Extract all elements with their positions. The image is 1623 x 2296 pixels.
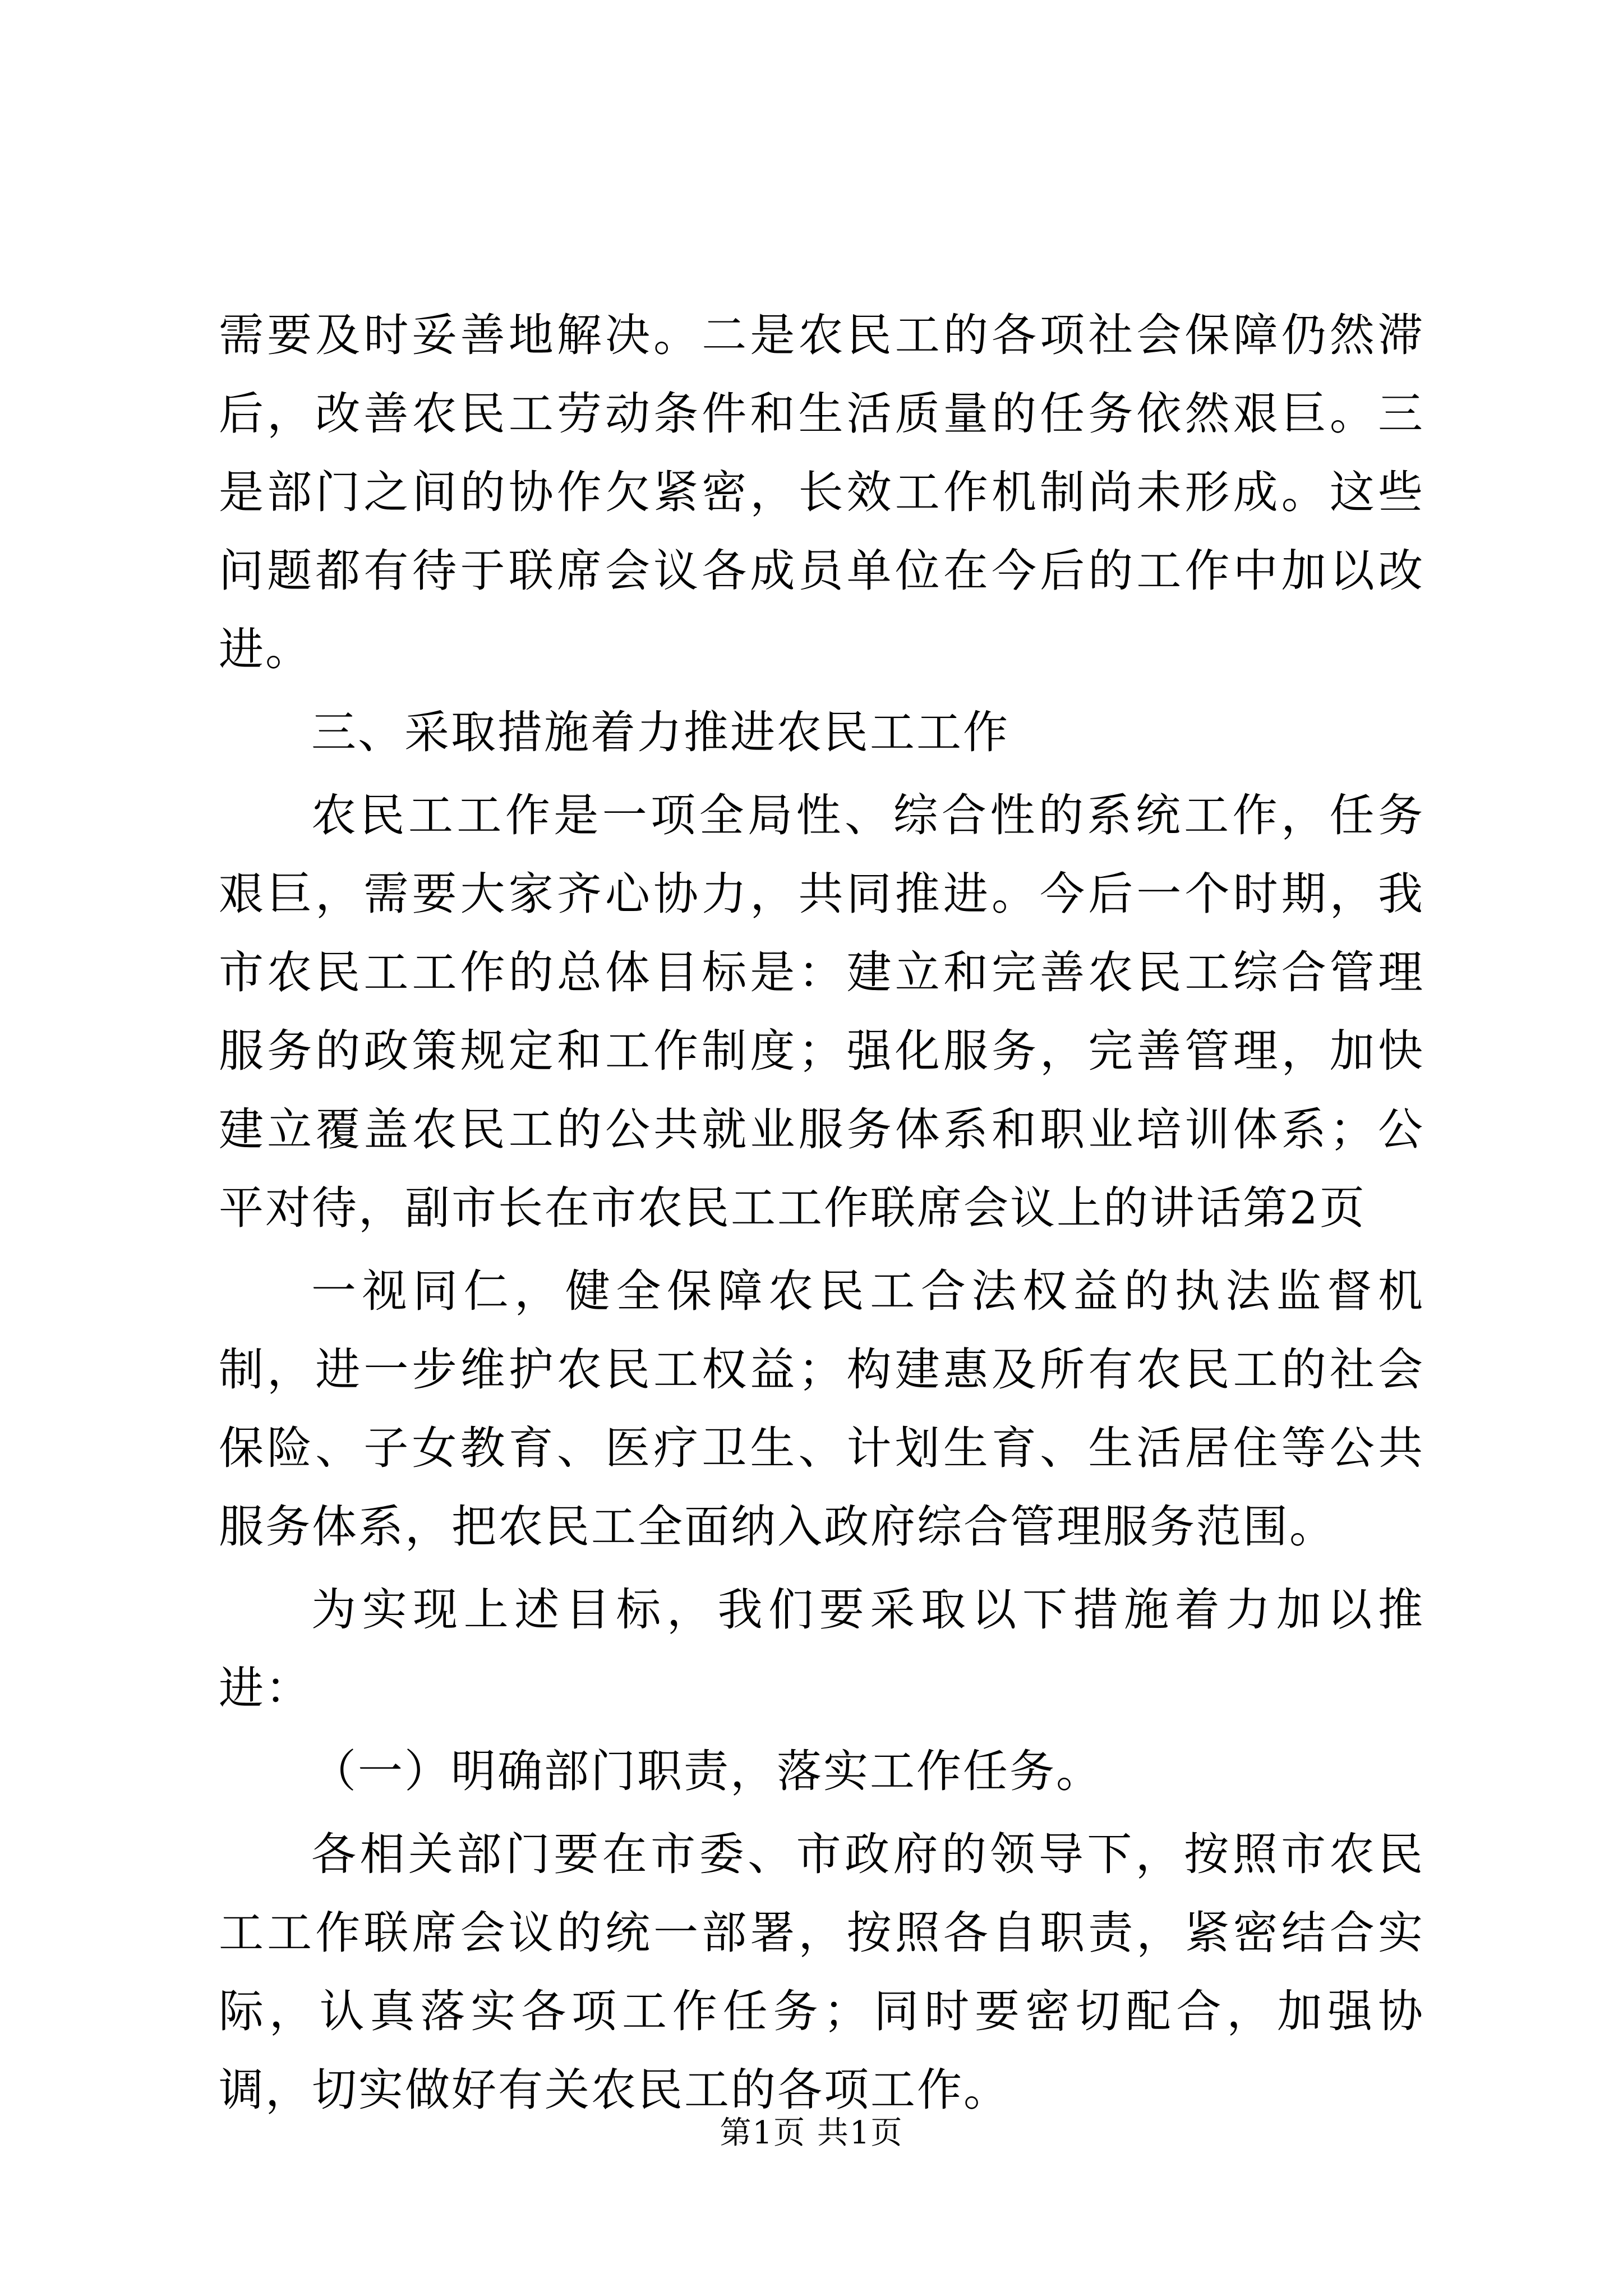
document-body [219, 296, 1424, 2129]
paragraph-department-duties: 各相关部门要在市委、市政府的领导下，按照市农民工工作联席会议的统一部署，按照各自职责，紧密结合实际，认真落实各项工作任务；同时要密切配合，加强协调，切实做好有关农民工的各项工作。 [219, 1828, 1424, 2116]
page-footer: 第1页 共1页 [720, 2115, 903, 2151]
paragraph-equal-treatment: 一视同仁，健全保障农民工合法权益的执法监督机制，进一步维护农民工权益；构建惠及所有农民工的社会保险、子女教育、医疗卫生、计划生育、生活居住等公共服务体系，把农民工全面纳入政府综合管理服务范围。 [219, 1265, 1424, 1553]
paragraph-overall-goal: 农民工工作是一项全局性、综合性的系统工作，任务艰巨，需要大家齐心协力，共同推进。今后一个时期，我市农民工工作的总体目标是：建立和完善农民工综合管理服务的政策规定和工作制度；强化服务，完善管理，加快建立覆盖农民工的公共就业服务体系和职业培训体系；公平对待，副市长在市农民工工作联席会议上的讲话第2页 [219, 789, 1424, 1234]
section-heading: 三、采取措施着力推进农民工工作 [311, 706, 1009, 758]
paragraph-continuation: 需要及时妥善地解决。二是农民工的各项社会保障仍然滞后，改善农民工劳动条件和生活质量的任务依然艰巨。三是部门之间的协作欠紧密，长效工作机制尚未形成。这些问题都有待于联席会议各成员单位在今后的工作中加以改进。 [219, 309, 1424, 675]
subsection-heading: （一）明确部门职责，落实工作任务。 [311, 1745, 1103, 1797]
paragraph-measures-intro: 为实现上述目标，我们要采取以下措施着力加以推进： [219, 1584, 1424, 1714]
